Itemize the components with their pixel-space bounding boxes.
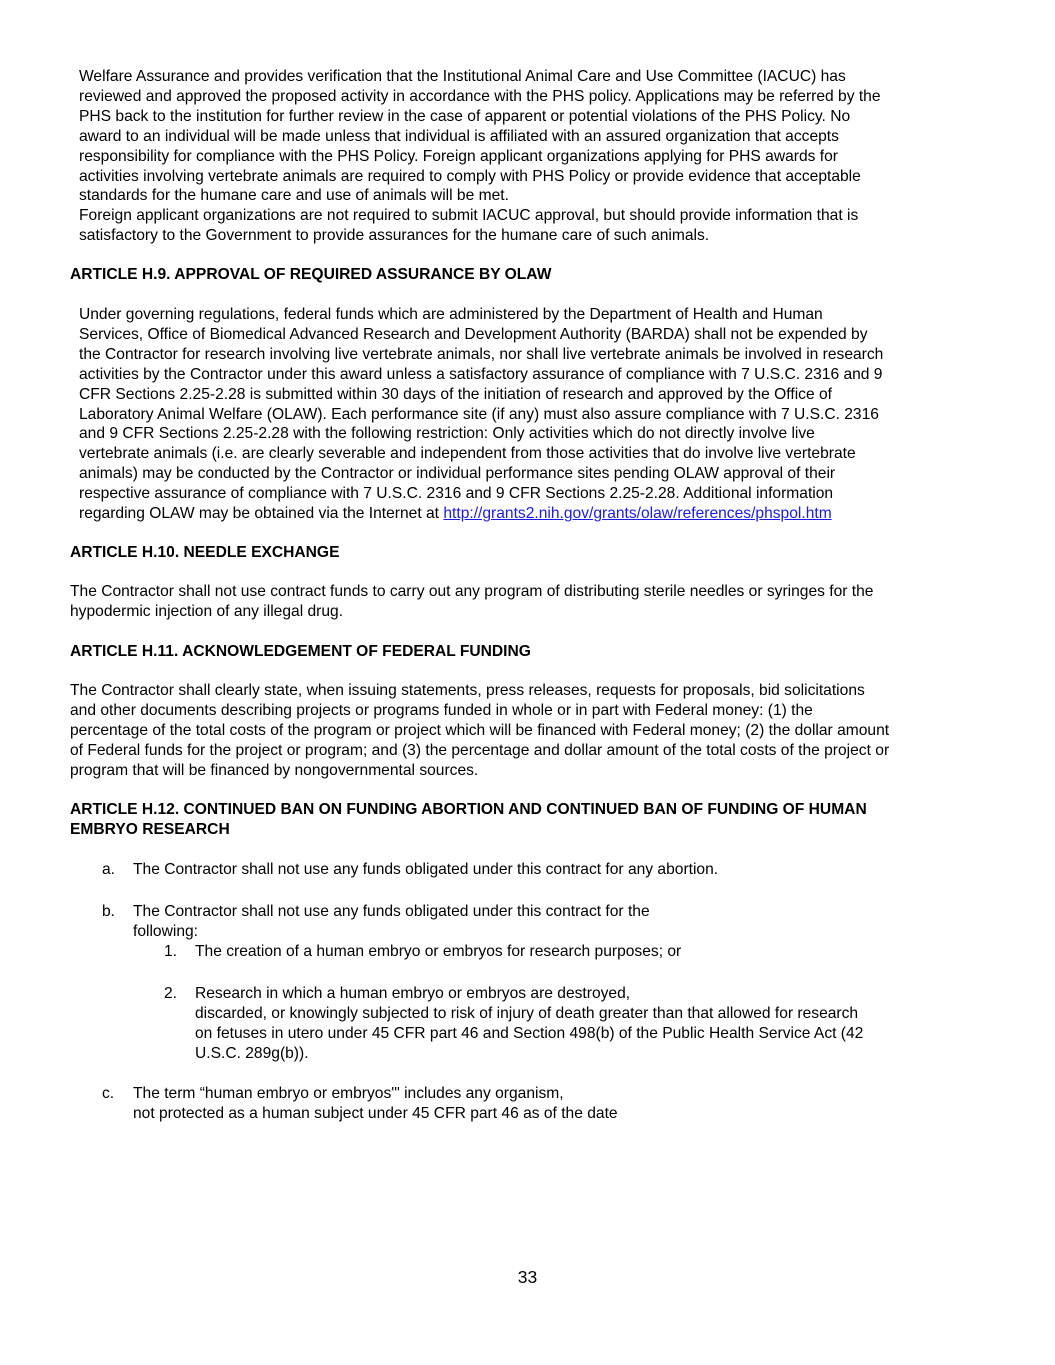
item-b-text: The Contractor shall not use any funds obligated under this contract for the following: — [133, 903, 650, 940]
intro-paragraph-2: Foreign applicant organizations are not required to submit IACUC approval, but should provide information that is satisfactory to the Government to provide assurances for the humane care of such animals. — [79, 207, 859, 244]
item-b2-label: 2. — [164, 985, 178, 1002]
item-b1-text: The creation of a human embryo or embryos for research purposes; or — [195, 943, 682, 960]
intro-paragraph-1: Welfare Assurance and provides verification that the Institutional Animal Care and Use Committee (IACUC) has reviewed and approved the proposed activity in accordance with the PHS policy. Applications may be referred by the PHS back to the institution for further review in the case of apparent or potential violations of the PHS Policy. No award to an individual will be made unless that individual is affiliated with an assured organization that accepts responsibility for compliance with the PHS Policy. Foreign applicant organizations applying for PHS awards for activities involving vertebrate animals are required to comply with PHS Policy or provide evidence that acceptable standards for the humane care and use of animals will be met. — [79, 68, 881, 205]
item-b1-label: 1. — [164, 943, 178, 960]
article-h11-heading: ARTICLE H.11. ACKNOWLEDGEMENT OF FEDERAL FUNDING — [70, 643, 531, 660]
item-a-text: The Contractor shall not use any funds obligated under this contract for any abortion. — [133, 861, 719, 878]
item-a-label: a. — [102, 861, 116, 878]
article-h9-body — [79, 305, 883, 524]
article-h11-body: The Contractor shall clearly state, when issuing statements, press releases, requests for proposals, bid solicitations and other documents describing projects or programs funded in whole or in part with Federal money: (1) the percentage of the total costs of the program or project which will be financed with Federal money; (2) the dollar amount of Federal funds for the project or program; and (3) the percentage and dollar amount of the total costs of the project or program that will be financed by nongovernmental sources. — [70, 682, 890, 779]
article-h9-text: Under governing regulations, federal funds which are administered by the Department of Health and Human Services, Office of Biomedical Advanced Research and Development Authority (BARDA) shall not be expended by the Contractor for research involving live vertebrate animals, nor shall live vertebrate animals be involved in research activities by the Contractor under this award unless a satisfactory assurance of compliance with 7 U.S.C. 2316 and 9 CFR Sections 2.25-2.28 is submitted within 30 days of the initiation of research and approved by the Office of Laboratory Animal Welfare (OLAW). Each performance site (if any) must also assure compliance with 7 U.S.C. 2316 and 9 CFR Sections 2.25-2.28 with the following restriction: Only activities which do not directly involve live vertebrate animals (i.e. are clearly severable and independent from those activities that do involve live vertebrate animals) may be conducted by the Contractor or individual performance sites pending OLAW approval of their respective assurance of compliance with 7 U.S.C. 2316 and 9 CFR Sections 2.25-2.28. Additional information — [79, 306, 884, 503]
article-h10-body: The Contractor shall not use contract funds to carry out any program of distributing sterile needles or syringes for the hypodermic injection of any illegal drug. — [70, 583, 874, 620]
item-b2-text: Research in which a human embryo or embryos are destroyed, discarded, or knowingly subjected to risk of injury of death greater than that allowed for research on fetuses in utero under 45 CFR part 46 and Section 498(b) of the Public Health Service Act (42 U.S.C. 289g(b)). — [195, 985, 864, 1062]
item-c-label: c. — [102, 1085, 115, 1102]
article-h9-last-line: regarding OLAW may be obtained via the Internet at — [79, 505, 444, 523]
item-b-label: b. — [102, 903, 116, 920]
article-h9-heading: ARTICLE H.9. APPROVAL OF REQUIRED ASSURANCE BY OLAW — [70, 266, 552, 283]
item-c-text: The term “human embryo or embryos'" includes any organism, not protected as a human subject under 45 CFR part 46 as of the date — [133, 1085, 618, 1122]
article-h10-heading: ARTICLE H.10. NEEDLE EXCHANGE — [70, 544, 340, 561]
page-number: 33 — [517, 1267, 538, 1287]
olaw-policy-link[interactable]: http://grants2.nih.gov/grants/olaw/references/phspol.htm — [443, 505, 832, 523]
article-h12-heading: ARTICLE H.12. CONTINUED BAN ON FUNDING ABORTION AND CONTINUED BAN OF FUNDING OF HUMAN EMBRYO RESEARCH — [70, 801, 867, 838]
